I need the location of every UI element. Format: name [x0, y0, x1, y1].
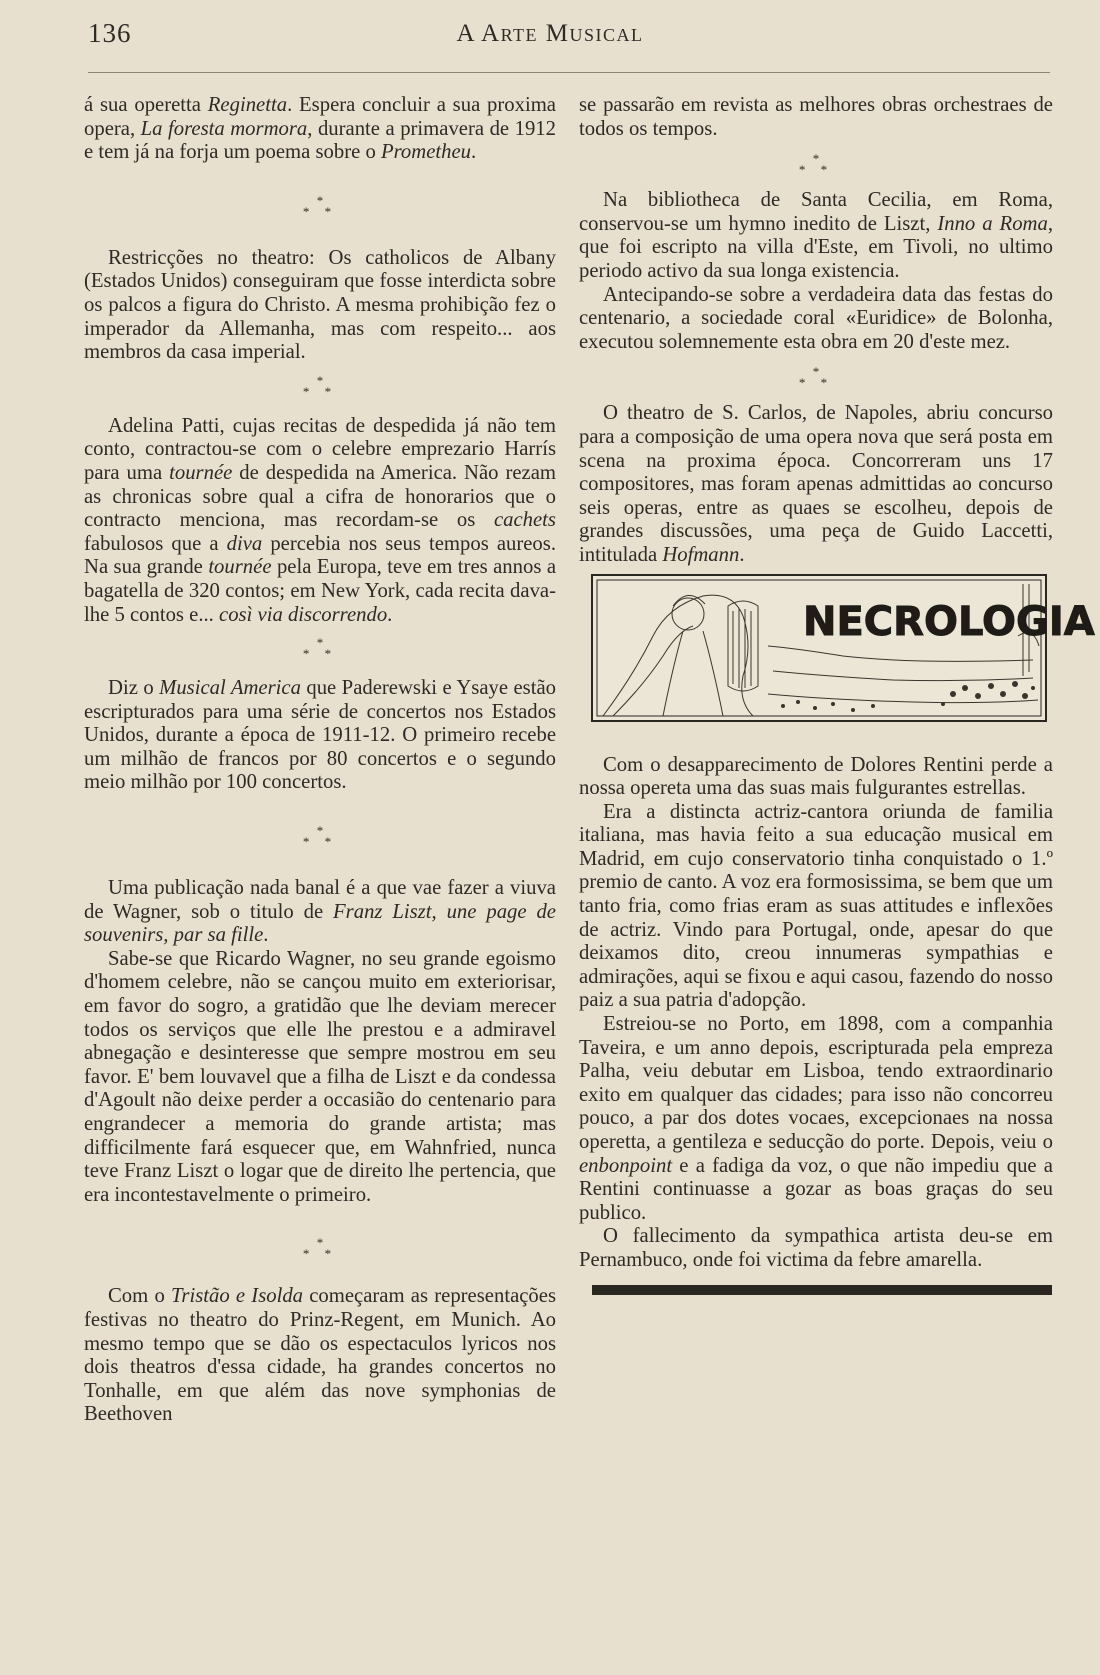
paragraph: Com o desapparecimento de Dolores Rentini perde a nossa opereta uma das suas mais fulgurantes estrellas.: [579, 753, 1053, 800]
paragraph: á sua operetta Reginetta. Espera concluir a sua proxima opera, La foresta mormora, durante a primavera de 1912 e tem já na forja um poema sobre o Prometheu.: [84, 94, 556, 164]
running-title: A Arte Musical: [456, 20, 644, 47]
section-separator: * * *: [302, 1235, 338, 1262]
left-column: [84, 94, 556, 1427]
paragraph: Com o Tristão e Isolda começaram as representações festivas no theatro do Prinz-Regent, em Munich. Ao mesmo tempo que se dão os espectaculos lyricos nos dois theatros d'essa cidade, ha grandes concertos no Tonhalle, em que além das nove symphonias de Beethoven: [84, 1285, 557, 1426]
section-separator: * * *: [302, 823, 338, 850]
page-header: [0, 18, 1100, 68]
necrologia-title: NECROLOGIA: [803, 598, 1095, 645]
paragraph: Adelina Patti, cujas recitas de despedida já não tem conto, contractou-se com o celebre emprezario Harrís para uma tournée de despedida na America. Não rezam as chronicas sobre qual a cifra de honorarios que o contracto menciona, mas recordam-se os cachets fabulosos que a diva percebia nos seus tempos aureos. Na sua grande tournée pela Europa, teve em tres annos a bagatella de 320 contos; em New York, cada recita dava-lhe 5 contos e... così via discorrendo.: [84, 414, 557, 626]
paragraph: Antecipando-se sobre a verdadeira data das festas do centenario, a sociedade coral «Euridice» de Bolonha, executou solemnemente esta obra em 20 d'este mez.: [579, 283, 1053, 353]
header-rule: [88, 72, 1050, 73]
paragraph: Uma publicação nada banal é a que vae fazer a viuva de Wagner, sob o titulo de Franz Liszt, une page de souvenirs, par sa fille.: [84, 877, 556, 947]
page-number: 136: [88, 18, 132, 48]
right-column: [579, 94, 1095, 1295]
paragraph: Diz o Musical America que Paderewski e Ysaye estão escripturados para uma série de concertos nos Estados Unidos, durante a época de 1911-12. O primeiro recebe um milhão de francos por 80 concertos e o segundo meio milhão por 100 concertos.: [84, 677, 557, 794]
paragraph: se passarão em revista as melhores obras orchestraes de todos os tempos.: [579, 94, 1053, 140]
paragraph: O theatro de S. Carlos, de Napoles, abriu concurso para a composição de uma opera nova que será posta em scena na proxima época. Concorreram uns 17 compositores, mas foram apenas admittidas ao concurso seis operas, entre as quaes se escolheu, depois de grandes discussões, uma peça de Guido Laccetti, intitulada Hofmann.: [579, 402, 1053, 566]
paragraph: O fallecimento da sympathica artista deu-se em Pernambuco, onde foi victima da febre amarella.: [579, 1225, 1053, 1271]
section-separator: * * *: [798, 151, 834, 178]
end-rule: [592, 1285, 1052, 1295]
section-separator: * * *: [302, 372, 338, 399]
section-separator: * * *: [798, 364, 834, 391]
necrologia-banner: [591, 574, 1095, 722]
section-separator: * * *: [302, 635, 338, 662]
paragraph: Era a distincta actriz-cantora oriunda de familia italiana, mas havia feito a sua educação musical em Madrid, em cujo conservatorio tinha conquistado o 1.º premio de canto. A voz era formosissima, se bem que um tanto fria, como frias eram as suas attitudes e inflexões de actriz. Vindo para Portugal, onde, apesar do que deixamos dito, creou innumeras sympathias e admirações, aqui se fixou e aqui casou, fazendo do nosso paiz a sua patria d'adopção.: [579, 800, 1053, 1012]
paragraph: Restricções no theatro: Os catholicos de Albany (Estados Unidos) conseguiram que fosse interdicta sobre os palcos a figura do Christo. A mesma prohibição fez o imperador da Allemanha, mas com respeito... aos membros da casa imperial.: [84, 246, 556, 364]
paragraph: Estreiou-se no Porto, em 1898, com a companhia Taveira, e um anno depois, escripturada pela empreza Palha, veiu debutar em Lisboa, tendo extraordinario exito em qualquer das cidades; para isso não concorreu pouco, a par dos dotes vocaes, excepcionaes na nossa operetta, a gentileza e seducção do porte. Depois, veiu o enbonpoint e a fadiga da voz, o que não impediu que a Rentini continuasse a gozar as boas graças do seu publico.: [579, 1013, 1053, 1224]
section-separator: * * *: [302, 192, 338, 219]
paragraph: Na bibliotheca de Santa Cecilia, em Roma, conservou-se um hymno inedito de Liszt, Inno a Roma, que foi escripto na villa d'Este, em Tivoli, no ultimo periodo activo da sua longa existencia.: [579, 189, 1053, 282]
paragraph: Sabe-se que Ricardo Wagner, no seu grande egoismo d'homem celebre, não se cançou muito em exteriorisar, em favor do sogro, a gratidão que lhe deviam merecer todos os serviços que elle lhe prestou e a admiravel abnegação e desinteresse que sempre mostrou em seu favor. E' bem louvavel que a filha de Liszt e da condessa d'Agoult não deixe perder a occasião do centenario para engrandecer a memoria do grande artista; mas difficilmente fará esquecer que, em Wahnfried, nunca teve Franz Liszt o logar que de direito lhe pertencia, que era incontestavelmente o primeiro.: [84, 947, 556, 1206]
